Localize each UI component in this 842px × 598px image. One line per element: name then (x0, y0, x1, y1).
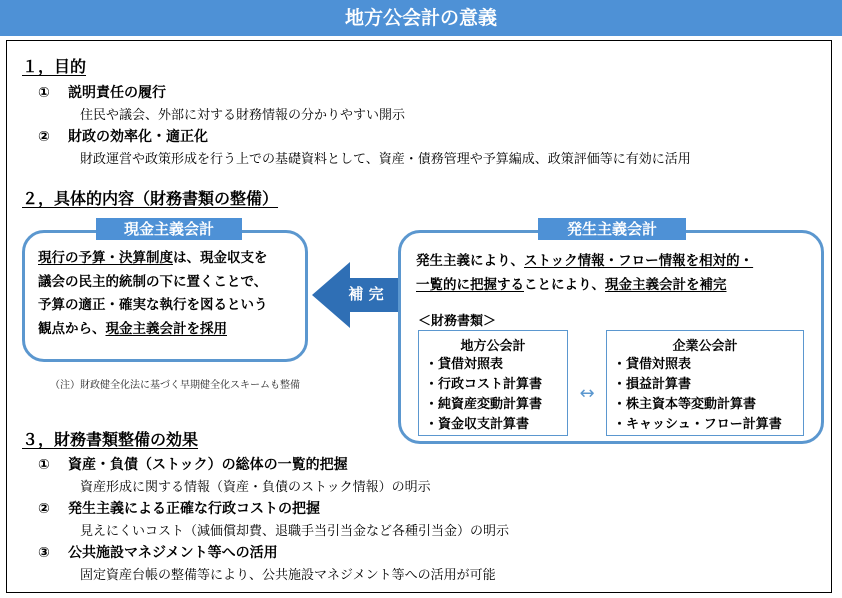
local-accounting-list (425, 355, 542, 435)
cash-basis-text (38, 247, 268, 341)
list-item: ・株主資本等変動計算書 (613, 397, 757, 412)
cash-line3: 予算の適正・確実な執行を図るという (38, 297, 268, 313)
section3-item2-heading (38, 498, 320, 518)
item-heading: 発生主義による正確な行政コストの把握 (68, 501, 320, 517)
comparison-arrow-icon: ↔ (579, 383, 595, 404)
item-heading: 公共施設マネジメント等への活用 (68, 545, 278, 561)
item-number: ③ (38, 545, 50, 561)
section1-item1-desc: 住民や議会、外部に対する財務情報の分かりやすい開示 (80, 108, 406, 123)
cash-line4-underlined: 現金主義会計を採用 (105, 320, 227, 337)
list-item: ・キャッシュ・フロー計算書 (613, 417, 782, 432)
corporate-accounting-title: 企業公会計 (672, 339, 738, 354)
cash-line1-underlined: 現行の予算・決算制度 (38, 250, 173, 266)
list-item: ・貸借対照表 (425, 357, 504, 372)
accrual-basis-text (416, 250, 753, 297)
section1-title: １，目的 (22, 57, 87, 76)
accrual-basis-label: 発生主義会計 (538, 218, 686, 240)
section3-item1-desc: 資産形成に関する情報（資産・負債のストック情報）の明示 (80, 480, 431, 495)
accrual-line2-underlined: 一覧的に把握する (416, 276, 524, 293)
list-item: ・損益計算書 (613, 377, 692, 392)
accrual-line1-start: 発生主義により、 (416, 253, 524, 269)
list-item: ・純資産変動計算書 (425, 397, 543, 412)
complement-label: 補 完 (348, 285, 384, 303)
cash-line4-start: 観点から、 (38, 320, 106, 337)
section1-item2-heading (38, 126, 208, 146)
cash-line1-rest: は、現金収支を (173, 250, 268, 266)
item-number: ② (38, 501, 50, 517)
item-heading: 資産・負債（ストック）の総体の一覧的把握 (68, 457, 348, 473)
section3-item3-heading (38, 542, 278, 562)
section2-title: ２，具体的内容（財務書類の整備） (22, 189, 279, 208)
local-accounting-box (418, 330, 568, 436)
section1-item1-heading (38, 82, 166, 102)
item-heading: 財政の効率化・適正化 (68, 129, 208, 145)
financial-statements-heading: ＜財務書類＞ (418, 314, 497, 329)
item-heading: 説明責任の履行 (68, 85, 166, 101)
section3-item3-desc: 固定資産台帳の整備等により、公共施設マネジメント等への活用が可能 (80, 568, 496, 583)
section1-item2-desc: 財政運営や政策形成を行う上での基礎資料として、資産・債務管理や予算編成、政策評価等に有効に活用 (80, 152, 691, 167)
section3-item1-heading (38, 454, 348, 474)
item-number: ① (38, 85, 50, 101)
cash-basis-note: （注）財政健全化法に基づく早期健全化スキームも整備 (50, 380, 300, 391)
cash-line2: 議会の民主的統制の下に置くことで、 (38, 273, 268, 290)
list-item: ・資金収支計算書 (425, 417, 530, 432)
section3-title: ３，財務書類整備の効果 (22, 430, 199, 449)
page-title: 地方公会計の意義 (0, 0, 842, 36)
cash-basis-label: 現金主義会計 (96, 218, 242, 240)
accrual-line2-mid: ことにより、 (524, 276, 605, 293)
corporate-accounting-list (613, 355, 782, 435)
local-accounting-title: 地方公会計 (460, 339, 526, 354)
accrual-line2-end: 現金主義会計を補完 (605, 276, 727, 293)
corporate-accounting-box (606, 330, 804, 436)
list-item: ・貸借対照表 (613, 357, 692, 372)
list-item: ・行政コスト計算書 (425, 377, 543, 392)
item-number: ② (38, 129, 50, 145)
item-number: ① (38, 457, 50, 473)
accrual-line1-underlined: ストック情報・フロー情報を相対的・ (524, 253, 754, 269)
section3-item2-desc: 見えにくいコスト（減価償却費、退職手当引当金など各種引当金）の明示 (80, 524, 510, 539)
